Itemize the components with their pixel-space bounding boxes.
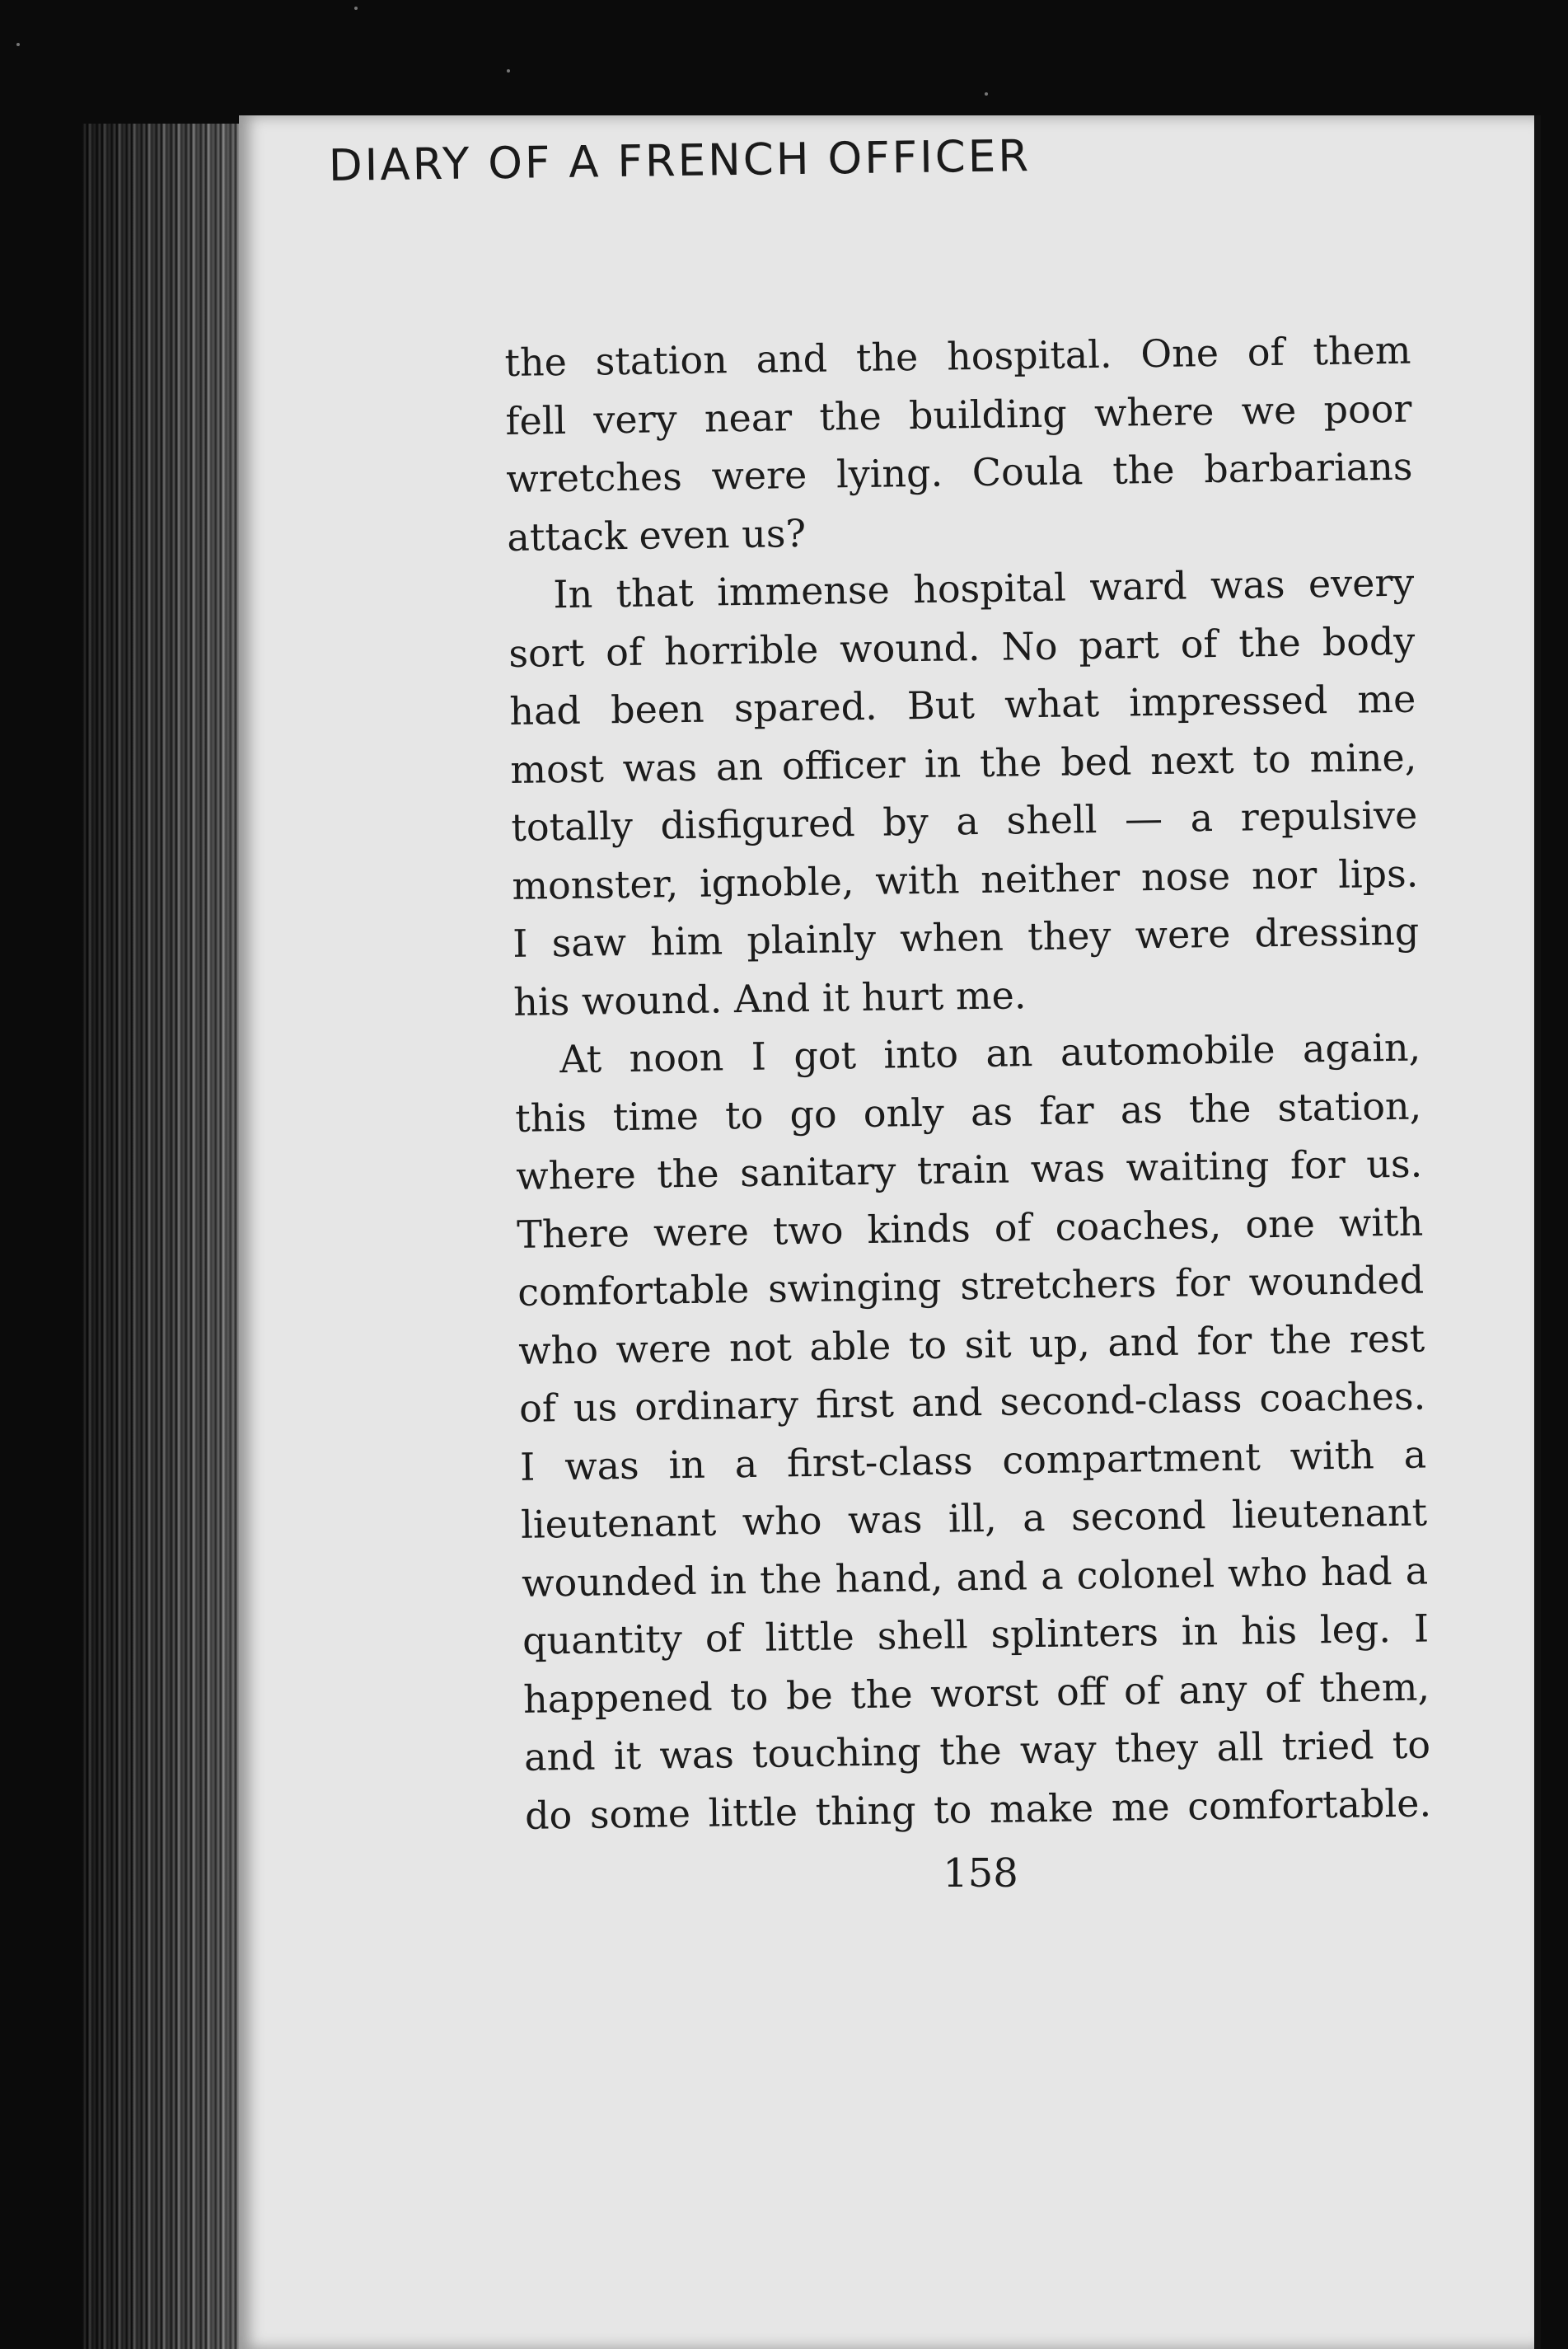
text-line: this time to go only as far as the station, [514,1083,1422,1141]
page-edges [82,124,247,2349]
text-line: I was in a first-class compartment with a [519,1432,1427,1489]
running-head: DIARY OF A FRENCH OFFICER [328,131,1032,191]
text-line: his wound. And it hurt me. [513,972,1027,1024]
page-right-edge [1534,115,1541,2349]
text-line: wretches were lying. Coula the barbarians [506,443,1413,501]
text-line: had been spared. But what impressed me [509,676,1416,734]
text-line: sort of horrible wound. No part of the body [508,618,1416,676]
text-line: most was an officer in the bed next to mine, [510,734,1417,792]
text-line: of us ordinary first and second-class coaches. [518,1373,1426,1431]
text-line: happened to be the worst off of any of them, [522,1663,1430,1722]
text-line: In that immense hospital ward was every [553,560,1415,617]
text-line: There were two kinds of coaches, one with [516,1199,1424,1257]
text-line: where the sanitary train was waiting for us. [515,1141,1423,1198]
text-line: attack even us? [507,510,807,560]
text-line: who were not able to sit up, and for the rest [517,1315,1425,1373]
text-line: At noon I got into an automobile again, [559,1024,1421,1082]
dust-speck [507,69,510,73]
page-number: 158 [943,1850,1018,1897]
text-line: totally disfigured by a shell — a repulsive [510,792,1418,850]
text-line: fell very near the building where we poor [505,386,1412,443]
text-line: quantity of little shell splinters in his leg. I [522,1606,1430,1663]
dust-speck [985,92,988,96]
text-line: monster, ignoble, with neither nose nor lips. [511,851,1419,908]
dust-speck [354,7,358,10]
text-line: do some little thing to make me comfortable. [524,1779,1432,1838]
text-line: lieutenant who was ill, a second lieutenant [520,1489,1428,1547]
text-line: I saw him plainly when they were dressing [512,908,1420,966]
body-text [504,321,1431,1845]
dust-speck [16,43,20,46]
text-line: wounded in the hand, and a colonel who had a [521,1547,1429,1606]
text-line: and it was touching the way they all tried to [523,1722,1431,1779]
text-line: the station and the hospital. One of them [504,327,1411,385]
text-line: comfortable swinging stretchers for wounded [517,1257,1425,1315]
